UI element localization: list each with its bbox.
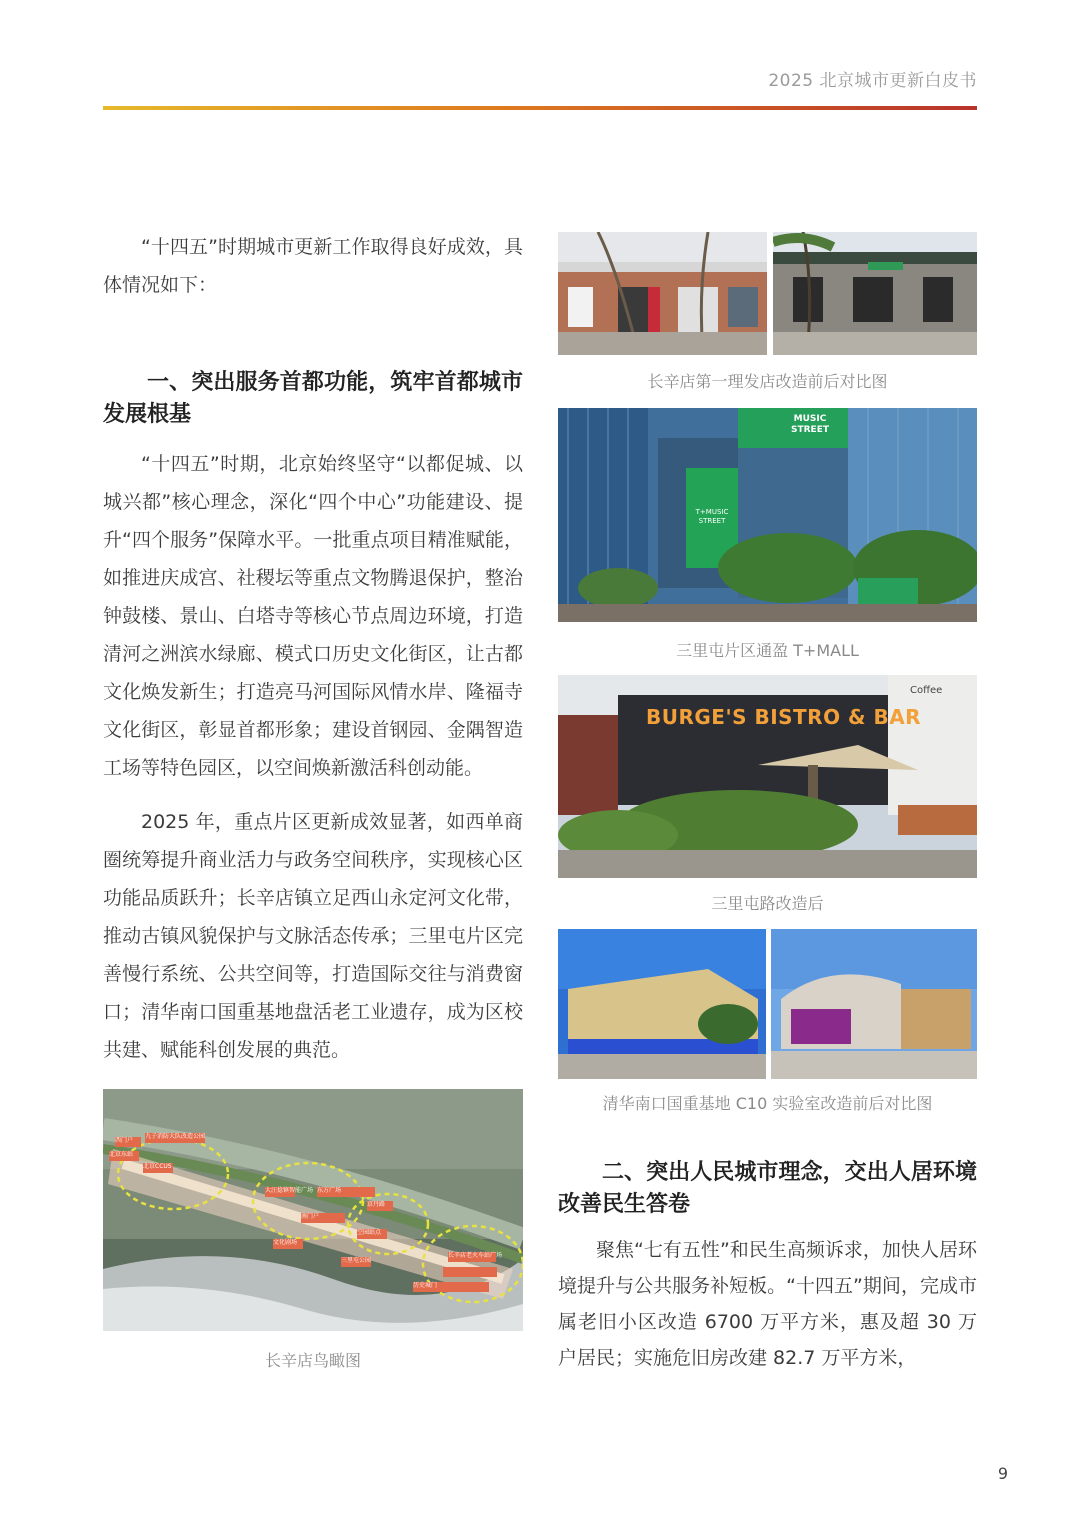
music-street-sign (770, 414, 850, 436)
music-sign-line-1: MUSIC (793, 414, 827, 424)
c10-lab-before-photo (558, 929, 766, 1079)
section-2-heading: 二、突出人民城市理念，交出人居环境改善民生答卷 (558, 1159, 977, 1217)
sanlitun-road-photo (558, 675, 977, 878)
barbershop-before-photo (558, 232, 767, 355)
music-sign-line-2: STREET (791, 425, 829, 435)
header-gradient-rule (103, 106, 977, 110)
map-label: 九子消防大队改造公园 (145, 1133, 206, 1140)
coffee-sign: Coffee (910, 685, 943, 696)
tmall-caption: 三里屯片区通盈 T+MALL (676, 641, 859, 660)
section-1-heading: 一、突出服务首都功能，筑牢首都城市发展根基 (103, 369, 523, 427)
barbershop-after-photo (773, 232, 977, 355)
right-column-section-2 (558, 1156, 977, 1376)
map-label: 历史城门 (413, 1282, 438, 1289)
sanlitun-road-caption: 三里屯路改造后 (711, 894, 824, 913)
left-column (103, 228, 523, 1069)
changxindian-aerial-map (103, 1089, 523, 1331)
map-label: 京丹路 (367, 1201, 386, 1208)
bistro-sign: BURGE'S BISTRO & BAR (646, 705, 922, 729)
tmall-photo (558, 408, 977, 622)
tmusic-street-sign: T+MUSIC STREET (695, 508, 729, 525)
c10-lab-after-photo (771, 929, 977, 1079)
page-number: 9 (997, 1464, 1008, 1483)
document-header-title: 2025 北京城市更新白皮书 (768, 71, 977, 91)
map-label: 北京东站 (109, 1151, 134, 1158)
map-label: 西门户 (115, 1137, 134, 1144)
map-caption: 长辛店鸟瞰图 (264, 1351, 361, 1370)
map-label: 大汪捻镇智能广场 (265, 1187, 314, 1194)
map-label: 空园站点 (357, 1229, 382, 1236)
intro-paragraph: “十四五”时期城市更新工作取得良好成效，具体情况如下： (103, 236, 523, 296)
map-label: 东方广场 (317, 1187, 342, 1194)
c10-lab-caption: 清华南口国重基地 C10 实验室改造前后对比图 (602, 1094, 933, 1113)
map-label: 南门户 (301, 1213, 320, 1220)
section-2-paragraph: 聚焦“七有五性”和民生高频诉求，加快人居环境提升与公共服务补短板。“十四五”期间，完成市属老旧小区改造 6700 万平方米，惠及超 30 万户居民；实施危旧房改建 82.7 万平方米， (558, 1239, 977, 1369)
section-1-paragraph-2: 2025 年，重点片区更新成效显著，如西单商圈统筹提升商业活力与政务空间秩序，实现核心区功能品质跃升；长辛店镇立足西山永定河文化带，推动古镇风貌保护与文脉活态传承；三里屯片区完善慢行系统、公共空间等，打造国际交往与消费窗口；清华南口国重基地盘活老工业遗存，成为区校共建、赋能科创发展的典范。 (103, 811, 523, 1061)
barbershop-caption: 长辛店第一理发店改造前后对比图 (647, 372, 888, 391)
map-label: 北京CCUS (143, 1163, 172, 1170)
section-1-paragraph-1: “十四五”时期，北京始终坚守“以都促城、以城兴都”核心理念，深化“四个中心”功能建设、提升“四个服务”保障水平。一批重点项目精准赋能，如推进庆成宫、社稷坛等重点文物腾退保护，整治钟鼓楼、景山、白塔寺等核心节点周边环境，打造清河之洲滨水绿廊、模式口历史文化街区，让古都文化焕发新生；打造亮马河国际风情水岸、隆福寺文化街区，彰显首都形象；建设首钢园、金隅智造工场等特色园区，以空间焕新激活科创动能。 (103, 453, 523, 779)
map-label: 文化剧场 (273, 1239, 298, 1246)
map-label: 三里屯公园 (341, 1257, 372, 1264)
map-label: 长辛店老火车站广场 (448, 1252, 503, 1259)
